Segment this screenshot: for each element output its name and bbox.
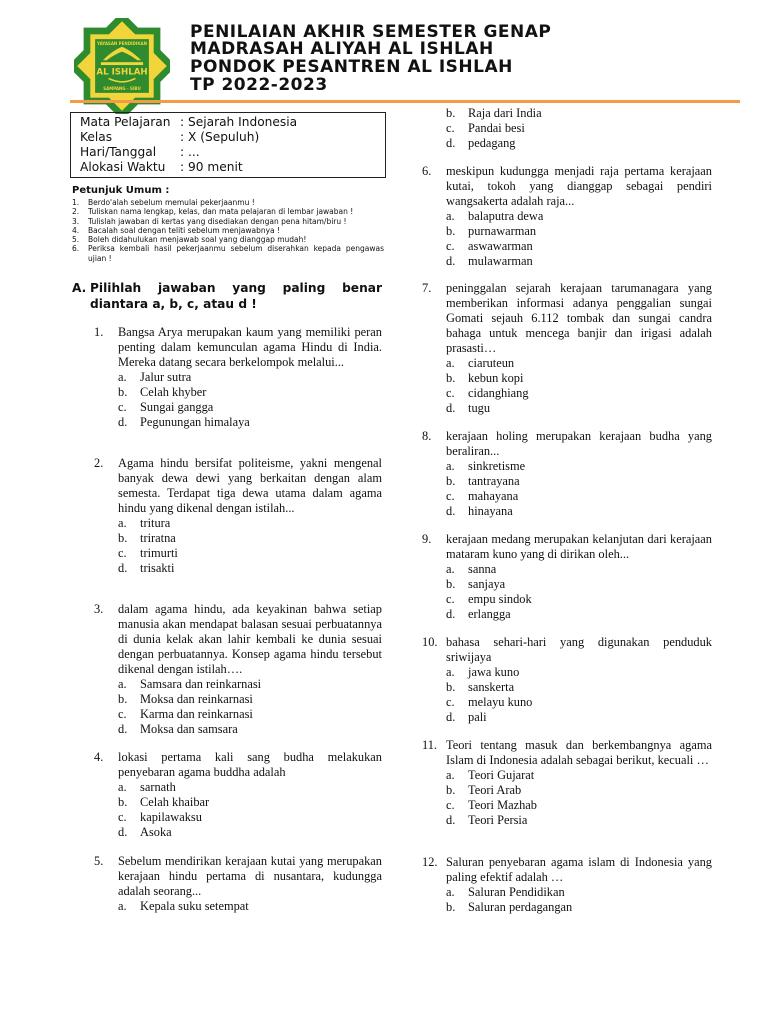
- option-text: Teori Arab: [468, 783, 522, 797]
- instruction-item: [72, 217, 384, 226]
- option-letter: b.: [118, 692, 128, 706]
- option-text: cidanghiang: [468, 386, 529, 400]
- instruction-text: Tuliskan nama lengkap, kelas, dan mata pelajaran di lembar jawaban !: [88, 207, 354, 217]
- question: [422, 106, 712, 151]
- option-text: hinayana: [468, 504, 513, 518]
- answer-option: [118, 370, 382, 385]
- answer-option: [446, 136, 712, 151]
- answer-options: [118, 780, 382, 840]
- option-letter: c.: [118, 810, 127, 824]
- logo-text: AL ISHLAH: [96, 67, 148, 78]
- option-letter: a.: [118, 677, 127, 691]
- answer-options: [446, 356, 712, 416]
- question-text: dalam agama hindu, ada keyakinan bahwa setiap manusia akan mendapat balasan sesuai perbuatannya di dunia kelak akan lahir kembali ke dunia sesuai dengan perbuatannya. Konsep agama hindu tersebut dikenal dengan istilah….: [118, 602, 382, 676]
- answer-option: [118, 415, 382, 430]
- answer-option: [446, 356, 712, 371]
- option-letter: c.: [446, 592, 455, 606]
- question: [94, 854, 382, 914]
- question: [422, 532, 712, 622]
- question-text: Teori tentang masuk dan berkembangnya agama Islam di Indonesia adalah sebagai berikut, kecuali …: [446, 738, 712, 767]
- option-text: jawa kuno: [468, 665, 520, 679]
- option-letter: b.: [446, 106, 456, 120]
- option-text: Saluran perdagangan: [468, 900, 573, 914]
- question: [94, 750, 382, 840]
- option-text: balaputra dewa: [468, 209, 544, 223]
- question-number: 3.: [94, 602, 104, 616]
- option-letter: d.: [446, 401, 456, 415]
- option-letter: d.: [446, 607, 456, 621]
- option-text: aswawarman: [468, 239, 533, 253]
- answer-option: [446, 768, 712, 783]
- question-text: lokasi pertama kali sang budha melakukan penyebaran agama buddha adalah: [118, 750, 382, 779]
- option-text: sinkretisme: [468, 459, 526, 473]
- option-letter: c.: [446, 121, 455, 135]
- answer-options: [446, 665, 712, 725]
- question-number: 5.: [94, 854, 104, 868]
- instruction-item: [72, 226, 384, 235]
- option-letter: a.: [446, 356, 455, 370]
- option-text: Moksa dan reinkarnasi: [140, 692, 253, 706]
- answer-option: [446, 459, 712, 474]
- option-text: tritura: [140, 516, 171, 530]
- exam-info-box: [70, 112, 386, 178]
- option-letter: b.: [118, 385, 128, 399]
- question: [422, 635, 712, 725]
- answer-option: [446, 254, 712, 269]
- answer-option: [446, 474, 712, 489]
- question-number: 11.: [422, 738, 438, 752]
- info-value: : 90 menit: [180, 160, 243, 174]
- option-letter: b.: [118, 531, 128, 545]
- instruction-item: [72, 244, 384, 263]
- option-letter: b.: [446, 577, 456, 591]
- answer-options: [118, 677, 382, 737]
- question-text: Agama hindu bersifat politeisme, yakni mengenal banyak dewa dewi yang berkaitan dengan alam semesta. Terdapat tiga dewa utama dalam agama hindu yang dikenal dengan istilah...: [118, 456, 382, 515]
- option-text: Saluran Pendidikan: [468, 885, 565, 899]
- option-text: Pegunungan himalaya: [140, 415, 250, 429]
- question: [94, 602, 382, 737]
- answer-option: [118, 677, 382, 692]
- info-label: Mata Pelajaran: [80, 115, 171, 129]
- answer-option: [118, 722, 382, 737]
- option-letter: c.: [446, 695, 455, 709]
- answer-option: [118, 561, 382, 576]
- option-text: mulawarman: [468, 254, 533, 268]
- answer-option: [446, 209, 712, 224]
- question: [422, 429, 712, 519]
- instructions-list: [72, 198, 384, 263]
- answer-option: [118, 516, 382, 531]
- answer-option: [446, 224, 712, 239]
- option-letter: a.: [446, 665, 455, 679]
- option-letter: b.: [446, 371, 456, 385]
- question-number: 10.: [422, 635, 438, 649]
- option-text: trisakti: [140, 561, 175, 575]
- option-text: purnawarman: [468, 224, 537, 238]
- option-text: Teori Mazhab: [468, 798, 537, 812]
- question-text: Sebelum mendirikan kerajaan kutai yang merupakan kerajaan hindu pertama di nusantara, kudungga adalah seorang...: [118, 854, 382, 898]
- option-letter: b.: [446, 474, 456, 488]
- option-letter: b.: [446, 224, 456, 238]
- option-letter: d.: [118, 722, 128, 736]
- answer-options: [446, 768, 712, 828]
- question-text: kerajaan medang merupakan kelanjutan dari kerajaan mataram kuno yang di dirikan oleh...: [446, 532, 712, 561]
- option-letter: a.: [118, 516, 127, 530]
- option-text: mahayana: [468, 489, 519, 503]
- option-letter: b.: [446, 783, 456, 797]
- option-text: sanjaya: [468, 577, 506, 591]
- question-number: 4.: [94, 750, 104, 764]
- option-text: sanna: [468, 562, 497, 576]
- option-text: melayu kuno: [468, 695, 533, 709]
- question: [422, 164, 712, 269]
- option-letter: c.: [118, 707, 127, 721]
- option-text: triratna: [140, 531, 176, 545]
- option-letter: a.: [446, 885, 455, 899]
- option-text: Jalur sutra: [140, 370, 192, 384]
- answer-options: [446, 209, 712, 269]
- option-letter: a.: [118, 370, 127, 384]
- question: [94, 456, 382, 576]
- info-row: [80, 160, 243, 175]
- option-letter: b.: [446, 900, 456, 914]
- answer-option: [446, 798, 712, 813]
- answer-option: [446, 106, 712, 121]
- option-letter: d.: [118, 415, 128, 429]
- option-text: sarnath: [140, 780, 176, 794]
- section-title: Pilihlah jawaban yang paling benar diantara a, b, c, atau d !: [90, 281, 382, 311]
- instruction-number: 1.: [72, 198, 80, 207]
- instruction-number: 6.: [72, 244, 80, 254]
- header-line-1: PENILAIAN AKHIR SEMESTER GENAP: [190, 22, 552, 42]
- info-row: [80, 145, 200, 160]
- option-letter: a.: [118, 899, 127, 913]
- question-text: bahasa sehari-hari yang digunakan penduduk sriwijaya: [446, 635, 712, 664]
- section-heading: [72, 280, 382, 312]
- answer-option: [446, 386, 712, 401]
- option-text: Sungai gangga: [140, 400, 214, 414]
- answer-option: [118, 531, 382, 546]
- option-text: Samsara dan reinkarnasi: [140, 677, 262, 691]
- instruction-number: 2.: [72, 207, 80, 217]
- answer-options: [446, 459, 712, 519]
- answer-option: [446, 592, 712, 607]
- question-text: meskipun kudungga menjadi raja pertama kerajaan kutai, tokoh yang dianggap sebagai pendiri wangsakerta adalah raja...: [446, 164, 712, 208]
- option-text: trimurti: [140, 546, 178, 560]
- answer-options: [446, 106, 712, 151]
- answer-option: [446, 813, 712, 828]
- answer-option: [446, 504, 712, 519]
- info-label: Kelas: [80, 130, 113, 144]
- option-text: Celah khyber: [140, 385, 207, 399]
- info-row: [80, 115, 297, 130]
- instruction-text: Bacalah soal dengan teliti sebelum menjawabnya !: [88, 225, 281, 235]
- answer-option: [446, 121, 712, 136]
- option-text: Asoka: [140, 825, 172, 839]
- answer-option: [446, 562, 712, 577]
- option-text: sanskerta: [468, 680, 515, 694]
- answer-option: [446, 885, 712, 900]
- question: [422, 738, 712, 828]
- option-letter: d.: [118, 825, 128, 839]
- option-letter: d.: [446, 710, 456, 724]
- option-letter: c.: [446, 239, 455, 253]
- instruction-item: [72, 207, 384, 216]
- instruction-number: 4.: [72, 225, 80, 235]
- info-value: : Sejarah Indonesia: [180, 115, 298, 129]
- answer-option: [118, 692, 382, 707]
- option-letter: a.: [446, 768, 455, 782]
- question-number: 6.: [422, 164, 432, 178]
- instruction-item: [72, 198, 384, 207]
- answer-option: [446, 401, 712, 416]
- header-line-2: MADRASAH ALIYAH AL ISHLAH: [190, 39, 494, 59]
- instruction-item: [72, 235, 384, 244]
- option-letter: c.: [446, 798, 455, 812]
- question-number: 7.: [422, 281, 432, 295]
- instruction-text: Berdo'alah sebelum memulai pekerjaanmu !: [88, 198, 255, 207]
- instruction-text: Boleh didahulukan menjawab soal yang dianggap mudah!: [88, 235, 307, 245]
- info-value: : X (Sepuluh): [180, 130, 260, 144]
- answer-options: [118, 899, 382, 914]
- option-text: Karma dan reinkarnasi: [140, 707, 253, 721]
- question: [422, 281, 712, 416]
- option-letter: d.: [446, 136, 456, 150]
- answer-option: [446, 710, 712, 725]
- option-text: pali: [468, 710, 487, 724]
- section-letter: A.: [72, 281, 87, 295]
- answer-option: [118, 780, 382, 795]
- answer-option: [446, 489, 712, 504]
- info-label: Hari/Tanggal: [80, 145, 157, 159]
- option-letter: b.: [446, 680, 456, 694]
- header-divider: [70, 100, 740, 103]
- answer-option: [118, 810, 382, 825]
- option-text: kapilawaksu: [140, 810, 202, 824]
- question-number: 9.: [422, 532, 432, 546]
- instruction-number: 5.: [72, 235, 80, 245]
- question: [94, 325, 382, 430]
- instructions-title: Petunjuk Umum :: [72, 185, 170, 196]
- answer-option: [446, 371, 712, 386]
- option-letter: b.: [118, 795, 128, 809]
- option-letter: d.: [446, 813, 456, 827]
- answer-options: [446, 562, 712, 622]
- option-text: Teori Persia: [468, 813, 528, 827]
- answer-option: [118, 385, 382, 400]
- answer-option: [446, 665, 712, 680]
- answer-option: [446, 680, 712, 695]
- option-text: Celah khaibar: [140, 795, 210, 809]
- answer-option: [118, 899, 382, 914]
- header-line-3: PONDOK PESANTREN AL ISHLAH: [190, 57, 513, 77]
- option-text: tugu: [468, 401, 491, 415]
- option-text: Raja dari India: [468, 106, 542, 120]
- option-letter: d.: [446, 254, 456, 268]
- option-text: Pandai besi: [468, 121, 525, 135]
- question-text: Saluran penyebaran agama islam di Indonesia yang paling efektif adalah …: [446, 855, 712, 884]
- option-letter: a.: [446, 209, 455, 223]
- option-letter: d.: [118, 561, 128, 575]
- option-letter: c.: [118, 546, 127, 560]
- option-text: ciaruteun: [468, 356, 515, 370]
- answer-option: [446, 607, 712, 622]
- logo-subtext: YAYASAN PENDIDIKAN: [97, 40, 147, 46]
- answer-option: [446, 239, 712, 254]
- answer-options: [118, 370, 382, 430]
- answer-option: [446, 577, 712, 592]
- answer-option: [446, 783, 712, 798]
- answer-option: [118, 825, 382, 840]
- question-text: kerajaan holing merupakan kerajaan budha yang beraliran...: [446, 429, 712, 458]
- option-text: Kepala suku setempat: [140, 899, 249, 913]
- answer-option: [446, 695, 712, 710]
- question-number: 12.: [422, 855, 438, 869]
- question-text: peninggalan sejarah kerajaan tarumanagara yang memberikan informasi adanya penggalian sungai Gomati sejauh 6.112 tombak dan sungai candra bahaga untuk mencega banjir dan irigasi adalah prasasti…: [446, 281, 712, 355]
- option-text: erlangga: [468, 607, 511, 621]
- option-letter: c.: [446, 386, 455, 400]
- header-line-4: TP 2022-2023: [190, 75, 328, 95]
- question-number: 2.: [94, 456, 104, 470]
- answer-option: [118, 400, 382, 415]
- option-letter: d.: [446, 504, 456, 518]
- option-text: pedagang: [468, 136, 516, 150]
- option-text: tantrayana: [468, 474, 520, 488]
- option-text: empu sindok: [468, 592, 532, 606]
- info-row: [80, 130, 259, 145]
- question-text: Bangsa Arya merupakan kaum yang memiliki peran penting dalam kemunculan agama Hindu di India. Mereka datang secara berkelompok melalui...: [118, 325, 382, 369]
- instruction-text: Periksa kembali hasil pekerjaanmu sebelum diserahkan kepada pengawas ujian !: [88, 244, 384, 263]
- instruction-text: Tulislah jawaban di kertas yang disediakan dengan pena hitam/biru !: [88, 216, 347, 226]
- answer-option: [118, 546, 382, 561]
- answer-options: [446, 885, 712, 915]
- info-value: : ...: [180, 145, 200, 159]
- logo-bottom: SAMPANG - SIBU: [103, 86, 141, 92]
- answer-options: [118, 516, 382, 576]
- option-text: kebun kopi: [468, 371, 524, 385]
- question-number: 1.: [94, 325, 104, 339]
- option-letter: a.: [118, 780, 127, 794]
- option-letter: a.: [446, 562, 455, 576]
- answer-option: [118, 707, 382, 722]
- option-text: Moksa dan samsara: [140, 722, 238, 736]
- answer-option: [118, 795, 382, 810]
- option-letter: c.: [446, 489, 455, 503]
- info-label: Alokasi Waktu: [80, 160, 166, 174]
- option-text: Teori Gujarat: [468, 768, 535, 782]
- question-number: 8.: [422, 429, 432, 443]
- answer-option: [446, 900, 712, 915]
- instruction-number: 3.: [72, 216, 80, 226]
- option-letter: a.: [446, 459, 455, 473]
- question: [422, 855, 712, 915]
- option-letter: c.: [118, 400, 127, 414]
